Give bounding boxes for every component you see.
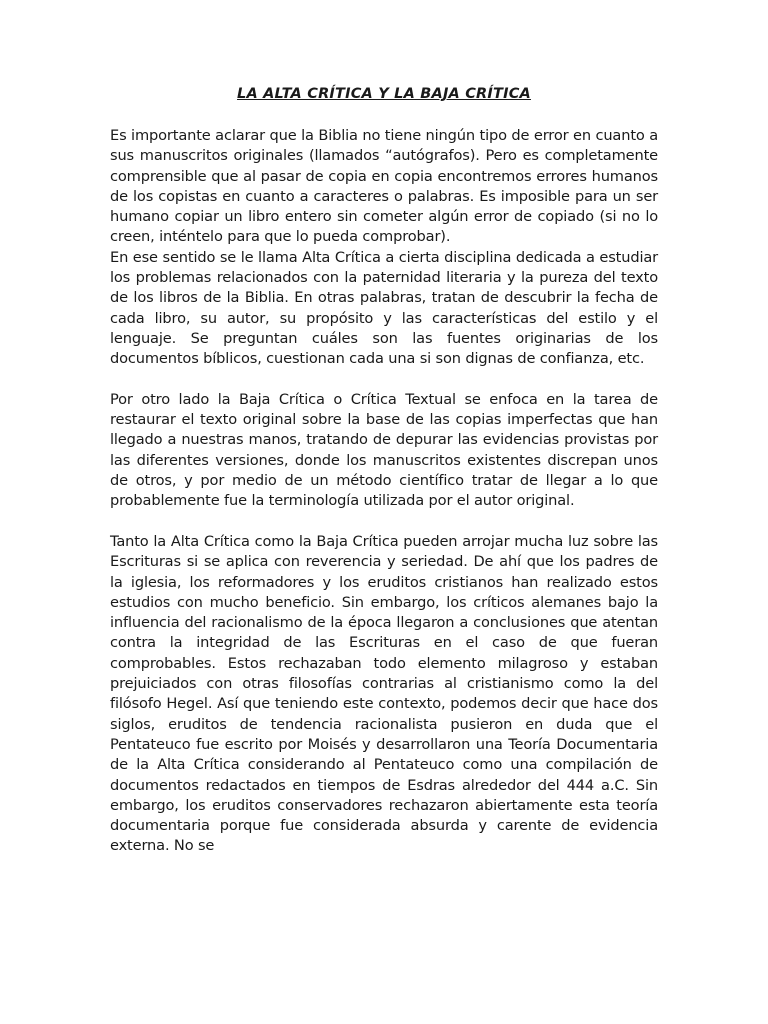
paragraph-1: Es importante aclarar que la Biblia no tiene ningún tipo de error en cuanto a sus manuscritos originales (llamados “autógrafos). Pero es completamente comprensible que al pasar de copia en copia encontremos errores humanos de los copistas en cuanto a caracteres o palabras. Es imposible para un ser humano copiar un libro entero sin cometer algún error de copiado (si no lo creen, inténtelo para que lo pueda comprobar).	[110, 127, 658, 246]
document-body	[110, 126, 658, 857]
paragraph-spacer	[110, 512, 658, 532]
paragraph-spacer	[110, 370, 658, 390]
document-title: LA ALTA CRÍTICA Y LA BAJA CRÍTICA	[237, 86, 531, 102]
paragraph-4: Tanto la Alta Crítica como la Baja Crítica pueden arrojar mucha luz sobre las Escrituras si se aplica con reverencia y seriedad. De ahí que los padres de la iglesia, los reformadores y los eruditos cristianos han realizado estos estudios con mucho beneficio. Sin embargo, los críticos alemanes bajo la influencia del racionalismo de la época llegaron a conclusiones que atentan contra la integridad de las Escrituras en el caso de que fueran comprobables. Estos rechazaban todo elemento milagroso y estaban prejuiciados con otras filosofías contrarias al cristianismo como la del filósofo Hegel. Así que teniendo este contexto, podemos decir que hace dos siglos, eruditos de tendencia racionalista pusieron en duda que el Pentateuco fue escrito por Moisés y desarrollaron una Teoría Documentaria de la Alta Crítica considerando al Pentateuco como una compilación de documentos redactados en tiempos de Esdras alrededor del 444 a.C. Sin embargo, los eruditos conservadores rechazaron abiertamente esta teoría documentaria porque fue considerada absurda y carente de evidencia externa. No se	[110, 532, 658, 855]
paragraph-3: Por otro lado la Baja Crítica o Crítica Textual se enfoca en la tarea de restaurar el texto original sobre la base de las copias imperfectas que han llegado a nuestras manos, tratando de depurar las evidencias provistas por las diferentes versiones, donde los manuscritos existentes discrepan unos de otros, y por medio de un método científico tratar de llegar a lo que probablemente fue la terminología utilizada por el autor original.	[110, 390, 658, 510]
paragraph-2: En ese sentido se le llama Alta Crítica a cierta disciplina dedicada a estudiar los problemas relacionados con la paternidad literaria y la pureza del texto de los libros de la Biblia. En otras palabras, tratan de descubrir la fecha de cada libro, su autor, su propósito y las características del estilo y el lenguaje. Se preguntan cuáles son las fuentes originarias de los documentos bíblicos, cuestionan cada una si son dignas de confianza, etc.	[110, 248, 658, 368]
